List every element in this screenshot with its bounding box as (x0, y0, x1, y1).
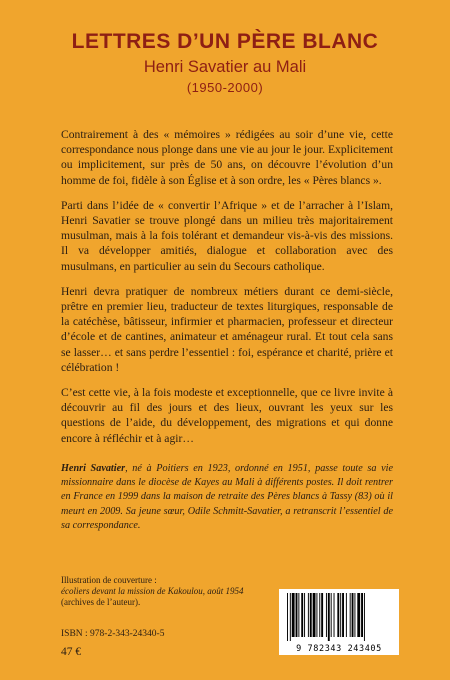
barcode-bar (290, 593, 291, 641)
barcode-bar (304, 593, 305, 637)
barcode-digits: 9 782343 243405 (296, 644, 382, 654)
author-bio-text: , né à Poitiers en 1923, ordonné en 1951, passe toute sa vie missionnaire dans le diocèse de Kayes au Mali à différents postes. Il doit rentrer en France en 1999 dans la maison de retraite des Pères blancs à Tassy (83) où il meurt en 2009. Sa jeune sœur, Odile Schmitt-Savatier, a retranscrit l’essentiel de sa correspondance. (61, 463, 394, 531)
barcode-bar (334, 593, 335, 637)
blurb-paragraph-3: Henri devra pratiquer de nombreux métiers durant ce demi-siècle, prêtre en premier lieu, traducteur de textes liturgiques, responsable de la catéchèse, bâtisseur, infirmier et pharmacien, professeur et directeur d’école et de cantines, animateur et aménageur rural. Et tout cela sans se lasser… et sans perdre l’essentiel : foi, espérance et charité, prière et célébration ! (61, 284, 393, 374)
cover-credit (61, 575, 261, 608)
barcode-bar (357, 593, 360, 637)
blurb (61, 127, 393, 456)
blurb-paragraph-1: Contrairement à des « mémoires » rédigées au soir d’une vie, cette correspondance nous plonge dans une vie au jour le jour. Explicitement ou implicitement, sur près de 50 ans, on découvre l’évolution d’un homme de foi, fidèle à son Église et à son ordre, les « Pères blancs ». (61, 128, 393, 187)
cover-credit-source: (archives de l’auteur). (61, 597, 141, 607)
barcode-bar (287, 593, 288, 641)
barcode-bar (308, 593, 309, 637)
barcode-bar (326, 593, 327, 637)
author-bio (61, 462, 393, 533)
barcode-bar (292, 593, 295, 637)
barcode-bar (342, 593, 344, 637)
cover-credit-label: Illustration de couverture : (61, 575, 157, 585)
book-title: LETTRES D’UN PÈRE BLANC (71, 30, 379, 53)
barcode-bar (354, 593, 355, 637)
barcode (279, 589, 399, 655)
barcode-bar (328, 593, 330, 641)
barcode-bar (298, 593, 299, 637)
barcode-bar (319, 593, 320, 637)
barcode-bar (296, 593, 298, 637)
barcode-bar (301, 593, 303, 637)
price: 47 € (61, 646, 82, 658)
barcode-bar (340, 593, 341, 637)
isbn: ISBN : 978-2-343-24340-5 (61, 629, 165, 639)
barcode-bar (361, 593, 363, 637)
author-name: Henri Savatier (61, 463, 126, 474)
blurb-paragraph-2: Parti dans l’idée de « convertir l’Afrique » et de l’arracher à l’Islam, Henri Savatier se trouve plongé dans un milieu très majoritairement musulman, mais à la fois tolérant et demandeur vis-à-vis des missions. Il va développer amitiés, dialogue et collaboration avec des musulmans, en particulier au sein du Secours catholique. (61, 198, 393, 273)
barcode-bar (310, 593, 312, 637)
book-subtitle: Henri Savatier au Mali (143, 58, 307, 76)
barcode-bar (350, 593, 351, 637)
barcode-bar (352, 593, 354, 637)
barcode-bars (285, 593, 393, 641)
barcode-bar (331, 593, 332, 637)
barcode-bar (337, 593, 339, 637)
blurb-paragraph-4: C’est cette vie, à la fois modeste et exceptionnelle, que ce livre invite à découvrir au fil des jours et des lieux, ouvrant les yeux sur les questions de l’aide, du développement, des migrations et qui donne encore à réfléchir et à agir… (61, 386, 393, 445)
barcode-bar (316, 593, 317, 637)
barcode-bar (321, 593, 323, 637)
book-years: (1950-2000) (186, 80, 264, 95)
barcode-bar (346, 593, 347, 637)
barcode-bar (364, 593, 365, 641)
barcode-bar (313, 593, 316, 637)
cover-credit-caption: écoliers devant la mission de Kakoulou, août 1954 (61, 586, 244, 596)
